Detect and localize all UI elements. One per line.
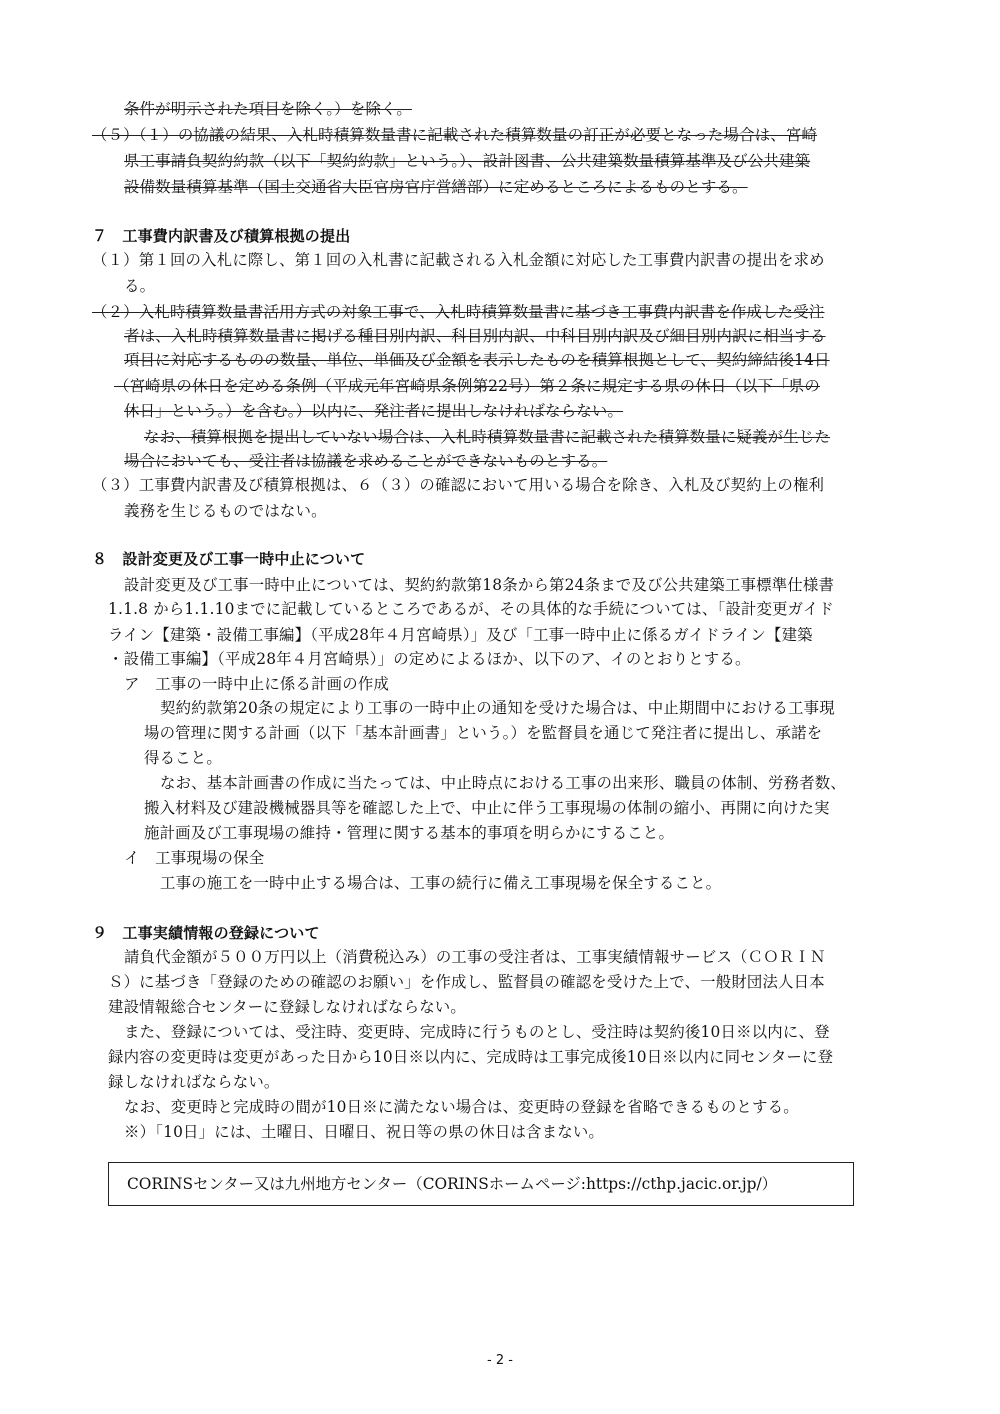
section-9-paragraph: 建設情報総合センターに登録しなければならない。 <box>108 998 466 1016</box>
struck-line: （２）入札時積算数量書活用方式の対象工事で、入札時積算数量書に基づき工事費内訳書を作成した受注 <box>92 303 825 321</box>
section-9-heading: ９ 工事実績情報の登録について <box>92 924 320 942</box>
subitem-i-title: イ 工事現場の保全 <box>124 849 265 867</box>
struck-line: 項目に対応するものの数量、単位、単価及び金額を表示したものを積算根拠として、契約締結後14日 <box>124 351 830 369</box>
struck-line: （宮崎県の休日を定める条例（平成元年宮崎県条例第22号）第２条に規定する県の休日（以下「県の <box>114 377 820 395</box>
section-8-paragraph: 1.1.8 から1.1.10までに記載しているところであるが、その具体的な手続については、「設計変更ガイド <box>108 600 834 618</box>
subitem-a-text: 場の管理に関する計画（以下「基本計画書」という。）を監督員を通じて発注者に提出し、承諾を <box>144 724 823 742</box>
struck-line: 場合においても、受注者は協議を求めることができないものとする。 <box>124 452 608 470</box>
struck-line: 者は、入札時積算数量書に掲げる種目別内訳、科目別内訳、中科目別内訳及び細目別内訳に相当する <box>124 327 826 345</box>
section-8-paragraph: ライン【建築・設備工事編】（平成28年４月宮崎県）」及び「工事一時中止に係るガイドライン【建築 <box>108 626 813 644</box>
corins-contact-box <box>108 1162 854 1206</box>
section-9-paragraph: Ｓ）に基づき「登録のための確認のお願い」を作成し、監督員の確認を受けた上で、一般財団法人日本 <box>108 973 825 991</box>
subitem-a-text: 得ること。 <box>144 749 222 767</box>
section-9-paragraph: 録内容の変更時は変更があった日から10日※以内に、完成時は工事完成後10日※以内に同センターに登 <box>108 1048 834 1066</box>
section-7-item-3-cont: 義務を生じるものではない。 <box>124 502 327 520</box>
struck-line: なお、積算根拠を提出していない場合は、入札時積算数量書に記載された積算数量に疑義が生じた <box>144 428 830 446</box>
section-8-paragraph: ・設備工事編】（平成28年４月宮崎県）」の定めによるほか、以下のア、イのとおりとする。 <box>108 650 751 668</box>
section-9-paragraph: 請負代金額が５００万円以上（消費税込み）の工事の受注者は、工事実績情報サービス（ＣＯＲＩＮ <box>124 948 826 966</box>
subitem-a-text: 施計画及び工事現場の維持・管理に関する基本的事項を明らかにすること。 <box>144 824 675 842</box>
corins-contact-text: CORINSセンター又は九州地方センター（CORINSホームページ:https://cthp.jacic.or.jp/） <box>127 1175 778 1193</box>
section-7-item-1: （１）第１回の入札に際し、第１回の入札書に記載される入札金額に対応した工事費内訳書の提出を求め <box>92 251 825 269</box>
struck-line: 県工事請負契約約款（以下「契約約款」という。）、設計図書、公共建築数量積算基準及び公共建築 <box>124 152 811 170</box>
struck-line: （５）（１）の協議の結果、入札時積算数量書に記載された積算数量の訂正が必要となった場合は、宮崎 <box>92 126 818 144</box>
page-number: - 2 - <box>487 1353 513 1368</box>
section-9-paragraph: また、登録については、受注時、変更時、完成時に行うものとし、受注時は契約後10日※以内に、登 <box>124 1023 830 1041</box>
subitem-a-text: 搬入材料及び建設機械器具等を確認した上で、中止に伴う工事現場の体制の縮小、再開に向けた実 <box>144 799 830 817</box>
subitem-i-text: 工事の施工を一時中止する場合は、工事の続行に備え工事現場を保全すること。 <box>160 874 722 892</box>
section-8-heading: ８ 設計変更及び工事一時中止について <box>92 550 366 568</box>
section-7-item-1-cont: る。 <box>124 277 156 295</box>
section-9-paragraph: 録しなければならない。 <box>108 1073 280 1091</box>
section-7-heading: ７ 工事費内訳書及び積算根拠の提出 <box>92 227 351 245</box>
subitem-a-title: ア 工事の一時中止に係る計画の作成 <box>124 675 390 693</box>
section-9-paragraph: なお、変更時と完成時の間が10日※に満たない場合は、変更時の登録を省略できるものとする。 <box>124 1098 799 1116</box>
struck-line: 条件が明示された項目を除く。）を除く。 <box>124 100 412 118</box>
section-7-item-3: （３）工事費内訳書及び積算根拠は、６（３）の確認において用いる場合を除き、入札及び契約上の権利 <box>92 476 825 494</box>
struck-line: 休日」という。）を含む。）以内に、発注者に提出しなければならない。 <box>124 402 624 420</box>
subitem-a-text: 契約約款第20条の規定により工事の一時中止の通知を受けた場合は、中止期間中における工事現 <box>160 699 835 717</box>
section-8-paragraph: 設計変更及び工事一時中止については、契約約款第18条から第24条まで及び公共建築工事標準仕様書 <box>124 576 835 594</box>
struck-line: 設備数量積算基準（国土交通省大臣官房官庁営繕部）に定めるところによるものとする。 <box>124 178 748 196</box>
section-9-note: ※）「10日」には、土曜日、日曜日、祝日等の県の休日は含まない。 <box>124 1123 605 1141</box>
subitem-a-text: なお、基本計画書の作成に当たっては、中止時点における工事の出来形、職員の体制、労務者数、 <box>160 774 846 792</box>
